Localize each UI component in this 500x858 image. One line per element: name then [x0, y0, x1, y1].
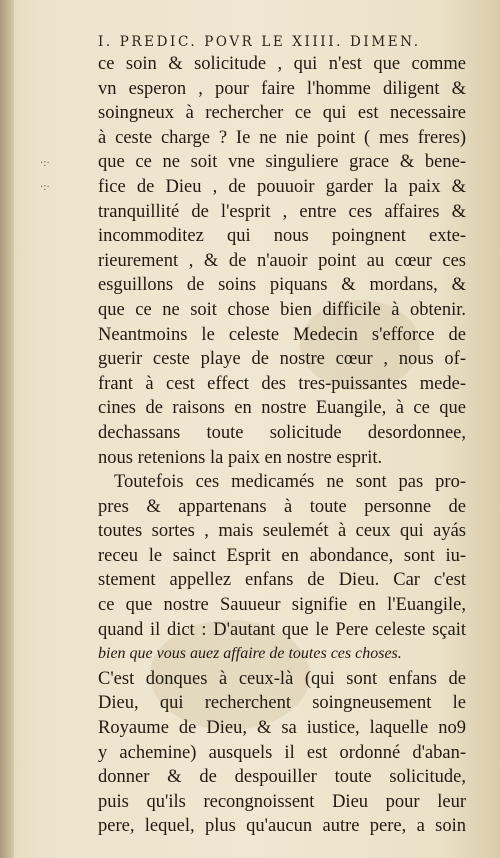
text-line: incommoditez qui nous poingnent exte- — [98, 226, 466, 247]
text-line: guerir ceste playe de nostre cœur , nous of- — [98, 349, 466, 370]
text-line: ce que nostre Sauueur signifie en l'Euangile, — [98, 595, 466, 616]
text-line: receu le sainct Esprit en abondance, sont iu- — [98, 545, 466, 566]
text-line-italic: bien que vous auez affaire de toutes ces choses. — [98, 645, 402, 663]
text-line: quand il dict : D'autant que le Pere celeste sçait — [98, 619, 466, 640]
margin-mark: ·:· — [40, 182, 50, 193]
text-line: y achemine) ausquels il est ordonné d'aban- — [98, 742, 466, 763]
text-line: C'est donques à ceux-là (qui sont enfans de — [98, 668, 466, 689]
text-line: tranquillité de l'esprit , entre ces affaires & — [98, 201, 466, 222]
text-line: puis qu'ils recongnoissent Dieu pour leur — [98, 791, 466, 812]
text-line: stement appellez enfans de Dieu. Car c'est — [98, 570, 466, 591]
text-line: vn esperon , pour faire l'homme diligent & — [98, 78, 466, 99]
body-text — [98, 52, 466, 839]
text-line: soingneux à rechercher ce qui est necessaire — [98, 103, 466, 124]
text-line: Toutefois ces medicamés ne sont pas pro- — [114, 472, 466, 493]
text-line: toutes sortes , mais seulemét à ceux qui ayás — [98, 521, 466, 542]
text-line: fice de Dieu , de pouuoir garder la paix & — [98, 176, 466, 197]
running-head: I. PREDIC. POVR LE XIIII. DIMEN. — [98, 34, 421, 50]
text-line: ce soin & solicitude , qui n'est que comme — [98, 54, 466, 74]
text-line: rieurement , & de n'auoir point au cœur ces — [98, 250, 466, 271]
text-line: pere, lequel, plus qu'aucun autre pere, a soin — [98, 816, 466, 837]
text-line: frant à cest effect des tres-puissantes mede- — [98, 373, 466, 394]
text-line: nous retenions la paix en nostre esprit. — [98, 447, 383, 468]
text-line: dechassans toute solicitude desordonnee, — [98, 422, 466, 443]
text-line: pres & appartenans à toute personne de — [98, 496, 466, 517]
text-line: que ce ne soit chose bien difficile à obtenir. — [98, 299, 466, 320]
text-line: donner & de despouiller toute solicitude, — [98, 767, 466, 788]
page-gutter — [0, 0, 14, 858]
text-line: esguillons de soins piquans & mordans, & — [98, 275, 466, 296]
text-line: Royaume de Dieu, & sa iustice, laquelle no9 — [98, 718, 466, 739]
text-line: Dieu, qui recherchent soingneusement le — [98, 693, 466, 714]
text-line: cines de raisons en nostre Euangile, à ce que — [98, 398, 466, 419]
text-line: à ceste charge ? Ie ne nie point ( mes freres) — [98, 127, 466, 148]
text-line: que ce ne soit vne singuliere grace & bene- — [98, 152, 466, 173]
text-line: Neantmoins le celeste Medecin s'efforce de — [98, 324, 466, 345]
margin-mark: ·:· — [40, 158, 50, 169]
